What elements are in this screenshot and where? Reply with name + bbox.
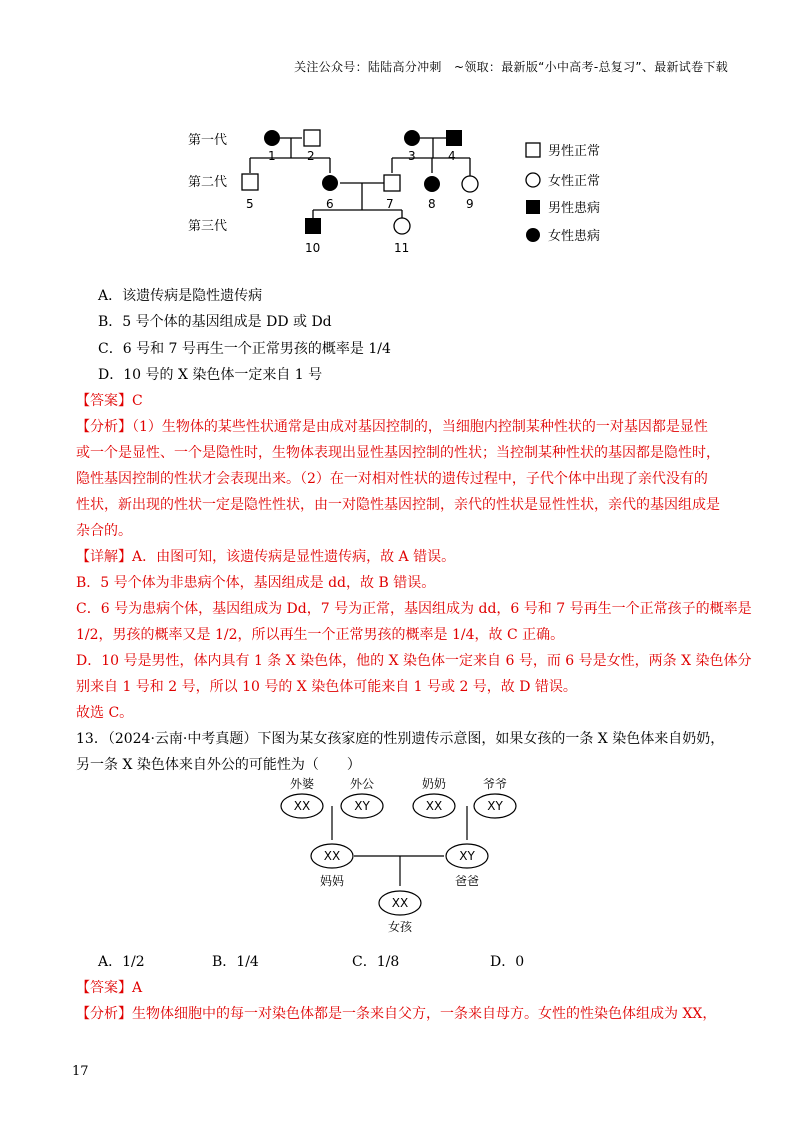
q12-option-a: A．该遗传病是隐性遗传病 (98, 288, 263, 304)
q12-analysis-2: 或一个是显性、一个是隐性时，生物体表现出显性基因控制的性状；当控制某种性状的基因都是隐性时， (76, 445, 720, 461)
num-3: 3 (408, 149, 416, 163)
q12-analysis-4: 性状，新出现的性状一定是隐性性状，由一对隐性基因控制，亲代的性状是显性性状，亲代的基因组成是 (76, 497, 720, 513)
yeye-xy: XY (487, 799, 503, 813)
q13-answer: 【答案】A (76, 980, 143, 996)
waigong-xy: XY (354, 799, 370, 813)
sex-inheritance-diagram (270, 768, 540, 938)
q12-detail-4: 1/2，男孩的概率又是 1/2，所以再生一个正常男孩的概率是 1/4，故 C 正确。 (76, 627, 565, 643)
individual-5 (242, 174, 258, 190)
q13-stem-1: 13．（2024·云南·中考真题）下图为某女孩家庭的性别遗传示意图，如果女孩的一条 X 染色体来自奶奶， (76, 731, 725, 747)
q12-detail-2: B．5 号个体为非患病个体，基因组成是 dd，故 B 错误。 (76, 575, 436, 591)
q12-analysis-5: 杂合的。 (76, 523, 132, 539)
legend-male-affected: 男性患病 (548, 201, 601, 216)
page-header: 关注公众号：陆陆高分冲刺 ~领取：最新版“小中高考-总复习”、最新试卷下载 (294, 60, 728, 74)
label-mama: 妈妈 (319, 874, 345, 888)
individual-4 (446, 130, 462, 146)
num-9: 9 (466, 197, 474, 211)
individual-8 (424, 176, 440, 192)
num-11: 11 (394, 241, 410, 255)
legend-female-affected: 女性患病 (548, 229, 601, 244)
gen2-label: 第二代 (188, 175, 228, 190)
label-yeye: 爷爷 (482, 777, 508, 791)
q13-stem-2: 另一条 X 染色体来自外公的可能性为（ ） (76, 757, 361, 773)
legend-male-normal-icon (526, 143, 540, 157)
individual-10 (305, 218, 321, 234)
num-1: 1 (268, 149, 276, 163)
baba-xy: XY (459, 849, 475, 863)
num-8: 8 (428, 197, 436, 211)
q12-detail-3: C．6 号为患病个体，基因组成为 Dd，7 号为正常，基因组成为 dd，6 号和 7 号再生一个正常孩子的概率是 (76, 601, 752, 617)
individual-3 (404, 130, 420, 146)
num-5: 5 (246, 197, 254, 211)
q12-conclusion: 故选 C。 (76, 705, 134, 721)
num-2: 2 (307, 149, 315, 163)
q13-option-b: B．1/4 (212, 954, 259, 970)
individual-9 (462, 176, 478, 192)
label-nainai: 奶奶 (421, 777, 447, 791)
legend-female-normal-icon (526, 173, 540, 187)
legend-male-normal: 男性正常 (548, 144, 601, 159)
gen1-label: 第一代 (188, 133, 228, 148)
gen3-label: 第三代 (188, 219, 228, 234)
label-waipo: 外婆 (289, 777, 315, 791)
individual-6 (322, 175, 338, 191)
q12-option-c: C．6 号和 7 号再生一个正常男孩的概率是 1/4 (98, 341, 391, 357)
q13-analysis (76, 1004, 716, 1024)
individual-7 (384, 175, 400, 191)
q13-option-a: A．1/2 (98, 954, 145, 970)
q12-detail-6: 别来自 1 号和 2 号，所以 10 号的 X 染色体可能来自 1 号或 2 号，故 D 错误。 (76, 679, 577, 695)
nvhai-xx: XX (391, 896, 409, 910)
q13-option-d: D．0 (490, 954, 525, 970)
individual-1 (264, 130, 280, 146)
num-10: 10 (305, 241, 321, 255)
pedigree-chart (180, 118, 640, 263)
q13-analysis-text: 【分析】生物体细胞中的每一对染色体都是一条来自父方，一条来自母方。女性的性染色体组成为 XX， (76, 1006, 717, 1022)
nainai-xx: XX (425, 799, 443, 813)
q12-option-b: B．5 号个体的基因组成是 DD 或 Dd (98, 314, 332, 330)
legend-male-affected-icon (526, 200, 540, 214)
label-nvhai: 女孩 (387, 920, 413, 934)
q12-detail-5: D．10 号是男性，体内具有 1 条 X 染色体，他的 X 染色体一定来自 6 号，而 6 号是女性，两条 X 染色体分 (76, 653, 752, 669)
individual-11 (394, 218, 410, 234)
label-waigong: 外公 (349, 777, 375, 791)
label-baba: 爸爸 (454, 874, 480, 888)
individual-2 (304, 130, 320, 146)
q12-analysis-3: 隐性基因控制的性状才会表现出来。（2）在一对相对性状的遗传过程中，子代个体中出现了亲代没有的 (76, 471, 708, 487)
legend-female-normal: 女性正常 (548, 174, 601, 189)
num-4: 4 (448, 149, 456, 163)
q12-option-d: D．10 号的 X 染色体一定来自 1 号 (98, 367, 323, 383)
legend-female-affected-icon (526, 228, 540, 242)
mama-xx: XX (323, 849, 341, 863)
num-6: 6 (326, 197, 334, 211)
page-number: 17 (72, 1064, 89, 1079)
q13-option-c: C．1/8 (352, 954, 400, 970)
q12-analysis-1: 【分析】（1）生物体的某些性状通常是由成对基因控制的，当细胞内控制某种性状的一对基因都是显性 (76, 419, 708, 435)
waipo-xx: XX (293, 799, 311, 813)
num-7: 7 (386, 197, 394, 211)
q12-detail-1: 【详解】A．由图可知，该遗传病是显性遗传病，故 A 错误。 (76, 549, 456, 565)
q12-answer: 【答案】C (76, 393, 143, 409)
